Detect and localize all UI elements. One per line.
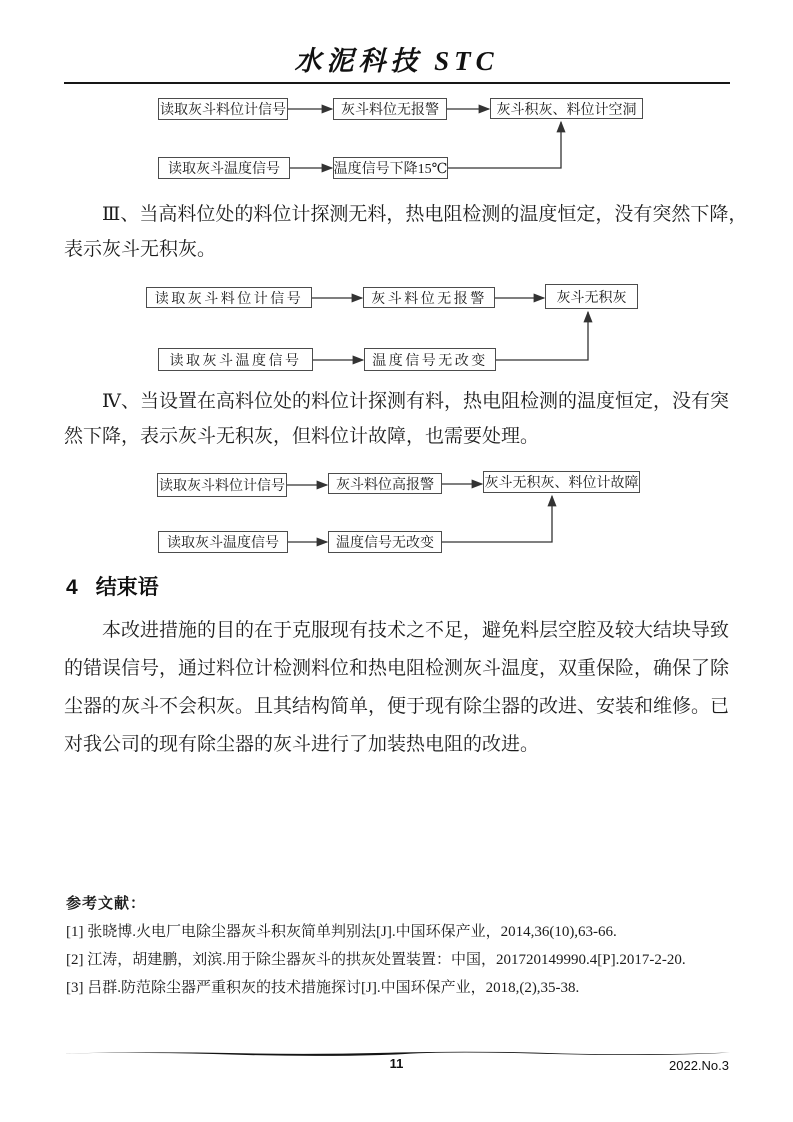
flowchart-level-gauge-fault: [140, 465, 660, 565]
paragraph-case-iv-line1: Ⅳ、当设置在高料位处的料位计探测有料，热电阻检测的温度恒定，没有突: [102, 391, 729, 412]
journal-title: 水泥科技 STC: [294, 46, 499, 76]
flowchart1-box-result: 灰斗积灰、料位计空洞: [490, 98, 643, 119]
flowchart2-box-temp-no-change: 温度信号无改变: [364, 348, 496, 371]
conclusion-line: 对我公司的现有除尘器的灰斗进行了加装热电阻的改进。: [64, 734, 540, 755]
flowchart3-box-high-level-alarm: 灰斗料位高报警: [328, 473, 442, 494]
conclusion-paragraph: [64, 612, 732, 764]
flowchart3-box-read-temp-signal: 读取灰斗温度信号: [158, 531, 288, 553]
flowchart1-box-temp-drop: 温度信号下降15℃: [333, 157, 448, 179]
flowchart1-box-read-level-signal: 读取灰斗料位计信号: [158, 98, 288, 120]
section-number: 4: [66, 576, 78, 599]
header-rule: [64, 82, 730, 84]
conclusion-line: 本改进措施的目的在于克服现有技术之不足，避免料层空腔及较大结块导致: [102, 620, 730, 641]
reference-item: [2] 江涛，胡建鹏，刘滨.用于除尘器灰斗的拱灰处置装置：中国，201720149990.4[P].2017-2-20.: [66, 952, 686, 968]
flowchart-hopper-ash-accumulation: [140, 90, 660, 190]
flowchart2-box-no-level-alarm: 灰斗料位无报警: [363, 287, 495, 308]
flowchart3-box-result: 灰斗无积灰、料位计故障: [483, 471, 640, 493]
paragraph-case-iv-line2: 然下降，表示灰斗无积灰，但料位计故障，也需要处理。: [64, 426, 540, 447]
flowchart3-box-read-level-signal: 读取灰斗料位计信号: [157, 473, 287, 497]
flowchart1-box-no-level-alarm: 灰斗料位无报警: [333, 98, 447, 120]
flowchart2-box-read-level-signal: 读取灰斗料位计信号: [146, 287, 312, 308]
paragraph-case-iv: [64, 384, 732, 454]
flowchart2-box-result: 灰斗无积灰: [545, 284, 638, 309]
flowchart1-box-read-temp-signal: 读取灰斗温度信号: [158, 157, 290, 179]
conclusion-line: 的错误信号，通过料位计检测料位和热电阻检测灰斗温度，双重保险，确保了除: [64, 658, 730, 679]
flowchart2-box-read-temp-signal: 读取灰斗温度信号: [158, 348, 313, 371]
reference-item: [1] 张晓博.火电厂电除尘器灰斗积灰简单判别法[J].中国环保产业，2014,36(10),63-66.: [66, 924, 617, 940]
references-heading: 参考文献：: [66, 896, 147, 912]
section-heading-conclusion: [66, 572, 159, 604]
flowchart-no-ash-accumulation: [140, 280, 660, 380]
reference-item: [3] 吕群.防范除尘器严重积灰的技术措施探讨[J].中国环保产业，2018,(2),35-38.: [66, 980, 580, 996]
references-section: [66, 890, 732, 1002]
paragraph-case-iii-line2: 表示灰斗无积灰。: [64, 239, 217, 260]
conclusion-line: 尘器的灰斗不会积灰。且其结构简单，便于现有除尘器的改进、安装和维修。已: [64, 696, 730, 717]
paragraph-case-iii-line1: Ⅲ、当高料位处的料位计探测无料，热电阻检测的温度恒定，没有突然下降，: [102, 204, 748, 225]
paragraph-case-iii: [64, 197, 748, 267]
footer-page-number: 11: [389, 1056, 404, 1071]
section-title: 结束语: [95, 576, 159, 599]
footer-issue: 2022.No.3: [669, 1058, 729, 1073]
flowchart3-box-temp-no-change: 温度信号无改变: [328, 531, 442, 553]
